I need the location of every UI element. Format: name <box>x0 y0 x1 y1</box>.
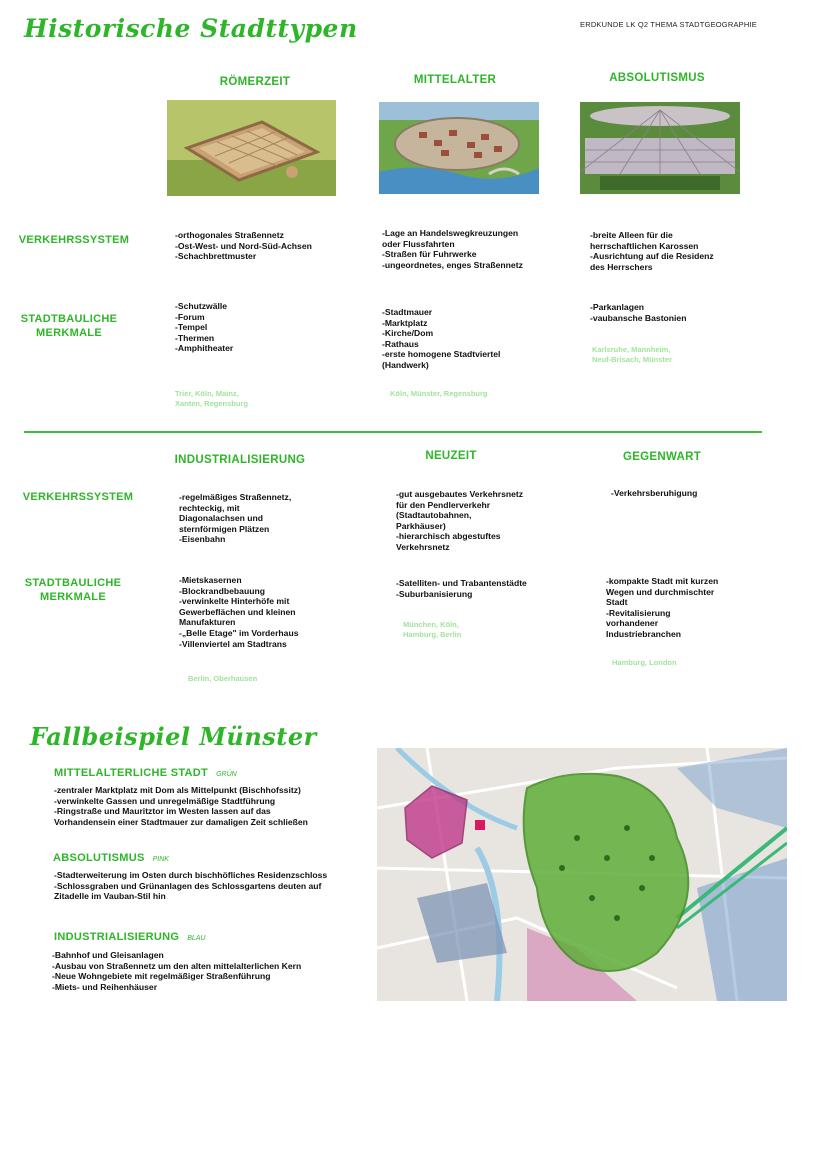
row-label-features-top: STADTBAULICHE MERKMALE <box>20 313 118 339</box>
subject-label: ERDKUNDE LK Q2 THEMA STADTGEOGRAPHIE <box>580 20 757 29</box>
section-medieval-text: -zentraler Marktplatz mit Dom als Mittelpunkt (Bischhofssitz) -verwinkelte Gassen und unregelmäßige Stadtführung -Ringstraße und Mauritztor im Westen lassen auf das Vorhandensein einer Stadtmauer zur damaligen Zeit schließen <box>54 785 308 827</box>
column-title-present: GEGENWART <box>622 451 702 463</box>
section-absolutism-text: -Stadterweiterung im Osten durch bischhöfliches Residenzschloss -Schlossgraben und Grünanlagen des Schlossgartens deuten auf Zitadelle im Vauban-Stil hin <box>54 870 328 902</box>
absolutism-features-text: -Parkanlagen -vaubansche Bastonien <box>590 302 687 323</box>
medieval-city-image <box>379 102 539 194</box>
industrial-features-text: -Mietskasernen -Blockrandbebauung -verwinkelte Hinterhöfe mit Gewerbeflächen und kleinen Manufakturen -„Belle Etage" im Vorderhaus -Villenviertel am Stadtrans <box>179 575 299 649</box>
absolutism-examples: Karlsruhe, Mannheim, Neuf-Brisach, Münster <box>592 345 673 364</box>
medieval-traffic-text: -Lage an Handelswegkreuzungen oder Flussfahrten -Straßen für Fuhrwerke -ungeordnetes, enges Straßennetz <box>382 228 523 270</box>
roman-traffic-text: -orthogonales Straßennetz -Ost-West- und Nord-Süd-Achsen -Schachbrettmuster <box>175 230 312 262</box>
baroque-city-image <box>580 102 740 194</box>
row-label-traffic-top: VERKEHRSSYSTEM <box>18 234 130 246</box>
modern-features-text: -Satelliten- und Trabantenstädte -Suburbanisierung <box>396 578 527 599</box>
absolutism-traffic-text: -breite Alleen für die herrschaftlichen Karossen -Ausrichtung auf die Residenz des Herrschers <box>590 230 714 272</box>
page-title: Historische Stadttypen <box>24 14 358 43</box>
section-industrial-label: INDUSTRIALISIERUNG <box>54 931 180 943</box>
row-label-features-bottom: STADTBAULICHE MERKMALE <box>24 577 122 603</box>
medieval-features-text: -Stadtmauer -Marktplatz -Kirche/Dom -Rathaus -erste homogene Stadtviertel (Handwerk) <box>382 307 501 370</box>
medieval-examples: Köln, Münster, Regensburg <box>390 389 488 398</box>
column-title-absolutism: ABSOLUTISMUS <box>609 72 705 84</box>
section-industrial-tag: BLAU <box>187 935 206 942</box>
section-absolutism-label: ABSOLUTISMUS <box>53 852 145 864</box>
section-absolutism-tag: PINK <box>152 856 169 863</box>
present-examples: Hamburg, London <box>612 658 677 667</box>
modern-traffic-text: -gut ausgebautes Verkehrsnetz für den Pendlerverkehr (Stadtautobahnen, Parkhäuser) -hierarchisch abgestuftes Verkehrsnetz <box>396 489 524 552</box>
section-medieval-tag: GRÜN <box>216 771 237 778</box>
section-medieval-label: MITTELALTERLICHE STADT <box>54 767 209 779</box>
palace-marker <box>475 820 485 830</box>
column-title-modern: NEUZEIT <box>425 450 477 462</box>
column-title-roman: RÖMERZEIT <box>219 76 291 88</box>
muenster-map <box>377 748 787 1001</box>
column-title-medieval: MITTELALTER <box>413 74 497 86</box>
section-industrial-title <box>54 931 205 943</box>
industrial-examples: Berlin, Oberhausen <box>188 674 258 683</box>
case-study-title: Fallbeispiel Münster <box>30 722 317 751</box>
roman-city-image <box>167 100 336 196</box>
row-label-traffic-bottom: VERKEHRSSYSTEM <box>22 491 134 503</box>
industrial-traffic-text: -regelmäßiges Straßennetz, rechteckig, mit Diagonalachsen und sternförmigen Plätzen -Eisenbahn <box>179 492 292 545</box>
present-traffic-text: -Verkehrsberuhigung <box>611 488 698 498</box>
section-medieval-title <box>54 767 237 779</box>
roman-features-text: -Schutzwälle -Forum -Tempel -Thermen -Amphitheater <box>175 301 234 354</box>
section-absolutism-title <box>53 852 169 864</box>
roman-examples: Trier, Köln, Mainz, Xanten, Regensburg <box>175 389 248 408</box>
present-features-text: -kompakte Stadt mit kurzen Wegen und durchmischter Stadt -Revitalisierung vorhandener Industriebranchen <box>606 576 719 639</box>
section-industrial-text: -Bahnhof und Gleisanlagen -Ausbau von Straßennetz um den alten mittelalterlichen Kern -Neue Wohngebiete mit regelmäßiger Straßenführung -Miets- und Reihenhäuser <box>52 950 302 992</box>
column-title-industrial: INDUSTRIALISIERUNG <box>174 454 306 466</box>
modern-examples: München, Köln, Hamburg, Berlin <box>403 620 462 639</box>
section-divider <box>24 431 762 433</box>
